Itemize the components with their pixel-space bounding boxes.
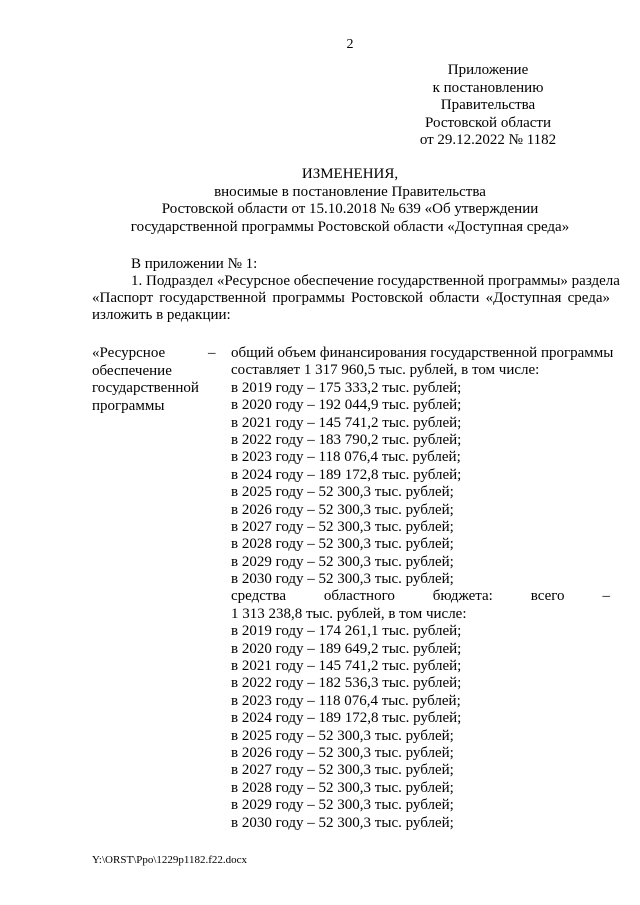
regional-year-line: в 2029 году – 52 300,3 тыс. рублей; <box>231 797 454 814</box>
appendix-line: от 29.12.2022 № 1182 <box>419 132 557 148</box>
intro-line: В приложении № 1: <box>131 256 258 272</box>
label-line: обеспечение <box>92 362 172 379</box>
total-line1 <box>231 345 614 362</box>
label-dash: – <box>208 345 216 361</box>
regional-year-line: в 2024 году – 189 172,8 тыс. рублей; <box>231 710 462 727</box>
regional-year-line: в 2022 году – 182 536,3 тыс. рублей; <box>231 675 462 692</box>
total-year-line: в 2020 году – 192 044,9 тыс. рублей; <box>231 397 462 414</box>
total-line2: составляет 1 317 960,5 тыс. рублей, в том числе: <box>231 362 540 379</box>
regional-year-line: в 2028 году – 52 300,3 тыс. рублей; <box>231 779 454 796</box>
total-year-line: в 2023 году – 118 076,4 тыс. рублей; <box>231 449 461 466</box>
document-heading <box>90 166 610 236</box>
regional-year-line: в 2020 году – 189 649,2 тыс. рублей; <box>231 640 462 657</box>
total-year-line: в 2022 году – 183 790,2 тыс. рублей; <box>231 431 462 448</box>
total-year-line: в 2027 году – 52 300,3 тыс. рублей; <box>231 518 454 535</box>
regional-year-line: в 2030 году – 52 300,3 тыс. рублей; <box>231 814 454 831</box>
label-line: государственной <box>92 380 199 396</box>
item1-line3: изложить в редакции: <box>92 307 231 323</box>
regional-year-line: в 2025 году – 52 300,3 тыс. рублей; <box>231 727 454 744</box>
regional-word: областного <box>323 588 395 605</box>
total-year-line: в 2026 году – 52 300,3 тыс. рублей; <box>231 501 454 518</box>
regional-word: всего <box>530 588 565 605</box>
regional-year-line: в 2023 году – 118 076,4 тыс. рублей; <box>231 692 461 709</box>
appendix-line: Приложение <box>447 62 529 78</box>
heading-title: ИЗМЕНЕНИЯ, <box>301 166 399 182</box>
total-year-line: в 2024 году – 189 172,8 тыс. рублей; <box>231 466 462 483</box>
appendix-line: Ростовской области <box>425 114 551 131</box>
page-number: 2 <box>346 37 354 52</box>
file-path-footer: Y:\ORST\Ppo\1229p1182.f22.docx <box>92 854 248 866</box>
total-year-line: в 2028 году – 52 300,3 тыс. рублей; <box>231 536 454 553</box>
regional-year-line: в 2021 году – 145 741,2 тыс. рублей; <box>231 658 462 675</box>
regional-word: средства <box>231 588 287 605</box>
total-years-list <box>231 380 610 589</box>
appendix-line: Правительства <box>440 97 536 113</box>
item1-line1: 1. Подраздел «Ресурсное обеспечение государственной программы» раздела <box>131 273 620 289</box>
regional-year-line: в 2027 году – 52 300,3 тыс. рублей; <box>231 762 454 779</box>
total-year-line: в 2025 году – 52 300,3 тыс. рублей; <box>231 484 454 501</box>
appendix-line: к постановлению <box>432 79 544 96</box>
passport-row-label <box>92 345 212 415</box>
appendix-block <box>388 62 588 150</box>
total-year-line: в 2019 году – 175 333,2 тыс. рублей; <box>231 379 462 396</box>
total-year-line: в 2030 году – 52 300,3 тыс. рублей; <box>231 571 454 588</box>
total-line1-text: общий объем финансирования государственной программы <box>231 345 614 361</box>
regional-years-list <box>231 623 610 832</box>
heading-line: Ростовской области от 15.10.2018 № 639 «Об утверждении <box>161 201 539 217</box>
regional-line2: 1 313 238,8 тыс. рублей, в том числе: <box>231 605 467 622</box>
regional-line1 <box>231 588 610 605</box>
heading-line: вносимые в постановление Правительства <box>214 183 486 200</box>
total-year-line: в 2029 году – 52 300,3 тыс. рублей; <box>231 553 454 570</box>
label-line: «Ресурсное <box>92 345 166 361</box>
label-line: программы <box>92 397 165 414</box>
regional-year-line: в 2019 году – 174 261,1 тыс. рублей; <box>231 623 462 640</box>
total-year-line: в 2021 году – 145 741,2 тыс. рублей; <box>231 414 462 431</box>
passport-row-content <box>231 345 614 832</box>
regional-word: – <box>602 588 610 605</box>
regional-year-line: в 2026 году – 52 300,3 тыс. рублей; <box>231 744 454 761</box>
item1-line2: «Паспорт государственной программы Ростовской области «Доступная среда» <box>92 290 610 306</box>
heading-line: государственной программы Ростовской области «Доступная среда» <box>130 218 570 235</box>
regional-word: бюджета: <box>432 588 493 605</box>
